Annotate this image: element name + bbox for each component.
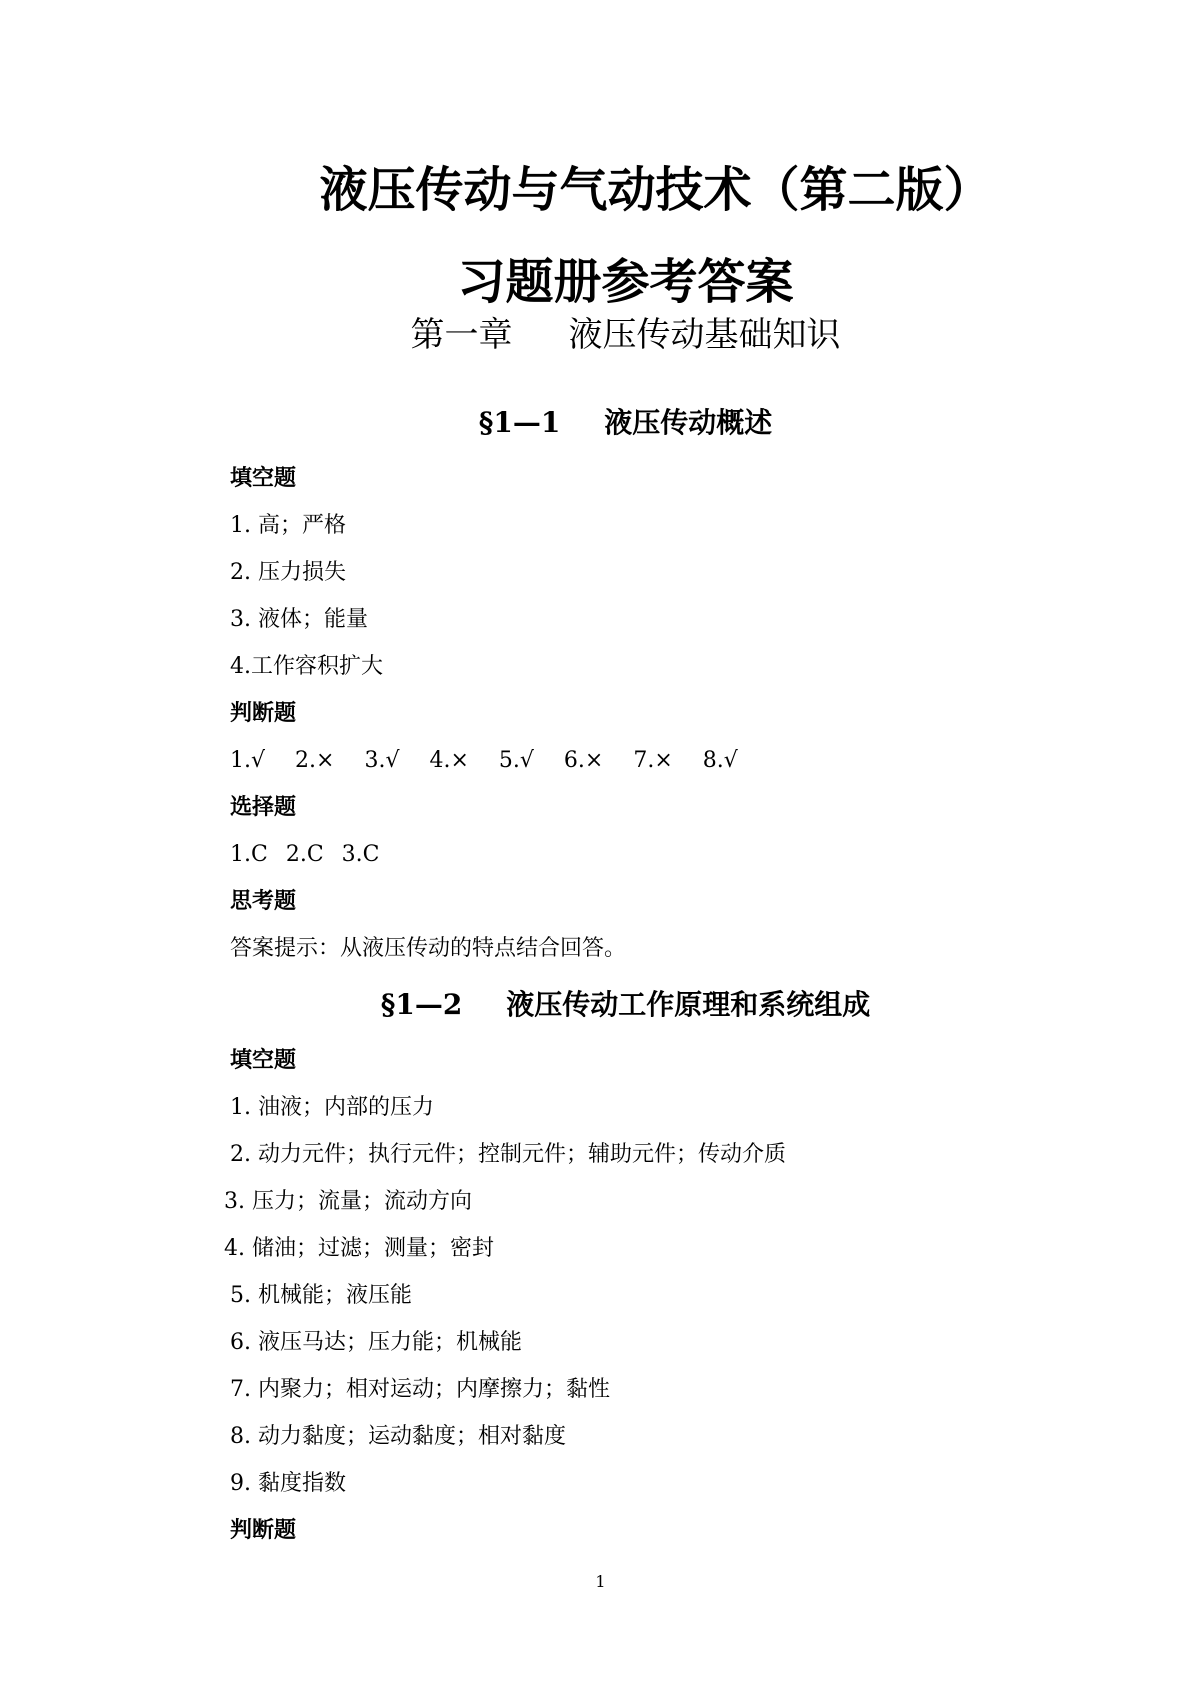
answer-item: 2.× <box>295 748 335 773</box>
answer-line: 5. 机械能；液压能 <box>230 1283 412 1308</box>
answer-item: 1.√ <box>230 748 266 773</box>
fill-in-heading: 填空题 <box>230 1048 297 1073</box>
multiple-choice-heading: 选择题 <box>230 795 297 820</box>
answer-item: 7.× <box>633 748 673 773</box>
answer-line: 4.工作容积扩大 <box>230 654 383 679</box>
answer-line: 1. 高；严格 <box>230 513 346 538</box>
true-false-heading: 判断题 <box>230 701 297 726</box>
page-number: 1 <box>595 1572 606 1591</box>
section-name: 液压传动概述 <box>604 406 773 439</box>
answer-line: 1. 油液；内部的压力 <box>230 1095 434 1120</box>
document-subtitle: 习题册参考答案 <box>457 254 794 310</box>
section-number: §1—2 <box>380 988 463 1021</box>
answer-line: 3. 压力；流量；流动方向 <box>224 1189 472 1214</box>
answer-line: 6. 液压马达；压力能；机械能 <box>230 1330 522 1355</box>
answer-item: 6.× <box>563 748 604 773</box>
answer-line: 2. 压力损失 <box>230 560 346 585</box>
answer-item: 8.√ <box>702 748 738 773</box>
answer-line: 2. 动力元件；执行元件；控制元件；辅助元件；传动介质 <box>230 1142 786 1167</box>
answer-item: 4.× <box>429 748 469 773</box>
fill-in-heading: 填空题 <box>230 466 297 491</box>
answer-line: 8. 动力黏度；运动黏度；相对黏度 <box>230 1424 566 1449</box>
answer-line: 3. 液体；能量 <box>230 607 368 632</box>
section-number: §1—1 <box>478 406 561 439</box>
document-title: 液压传动与气动技术（第二版） <box>319 162 992 218</box>
true-false-answers <box>230 746 768 776</box>
answer-line: 7. 内聚力；相对运动；内摩擦力；黏性 <box>230 1377 610 1402</box>
section-name: 液压传动工作原理和系统组成 <box>506 988 871 1021</box>
discussion-heading: 思考题 <box>230 889 297 914</box>
answer-item: 3.C <box>341 842 380 867</box>
chapter-label: 第一章 <box>410 315 513 355</box>
section-heading-1-1 <box>0 404 1191 442</box>
section-heading-1-2 <box>0 986 1191 1024</box>
discussion-answer: 答案提示：从液压传动的特点结合回答。 <box>230 936 627 961</box>
chapter-heading <box>0 313 1191 357</box>
multiple-choice-answers <box>230 840 397 870</box>
answer-item: 5.√ <box>498 748 534 773</box>
answer-line: 9. 黏度指数 <box>230 1471 346 1496</box>
answer-line: 4. 储油；过滤；测量；密封 <box>224 1236 494 1261</box>
true-false-heading: 判断题 <box>230 1518 297 1543</box>
answer-item: 2.C <box>285 842 324 867</box>
chapter-name: 液压传动基础知识 <box>568 315 841 355</box>
answer-item: 3.√ <box>364 748 400 773</box>
answer-item: 1.C <box>230 842 268 867</box>
